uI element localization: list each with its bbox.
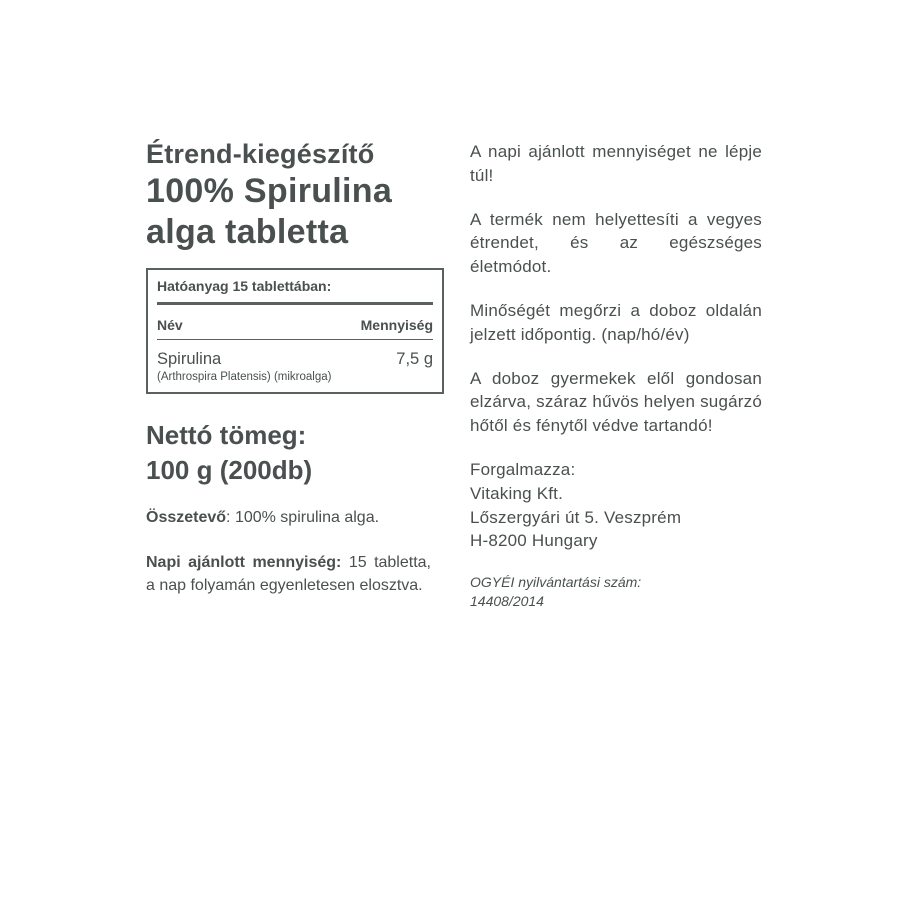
- title-line-1: Étrend-kiegészítő: [146, 139, 375, 169]
- net-weight: [146, 418, 446, 488]
- distributor-block: [470, 458, 762, 553]
- ingredient-detail: (Arthrospira Platensis) (mikroalga): [157, 370, 332, 383]
- composition-text: : 100% spirulina alga.: [226, 509, 380, 527]
- composition-paragraph: [146, 506, 431, 529]
- daily-dose-text: 15 tabletta, a nap folyamán egyenletesen elosztva.: [146, 554, 431, 595]
- net-weight-label: Nettó tömeg:: [146, 419, 307, 450]
- daily-dose-paragraph: [146, 551, 431, 597]
- ingredient-name: Spirulina: [157, 349, 222, 368]
- title-line-3: alga tabletta: [146, 213, 349, 252]
- active-ingredient-table: [146, 268, 444, 394]
- dosage-warning: A napi ajánlott mennyiséget ne lépje túl!: [470, 142, 762, 185]
- column-header-name: Név: [157, 316, 183, 333]
- table-row: [157, 340, 433, 383]
- distributor-city: H-8200 Hungary: [470, 531, 598, 551]
- table-heading: Hatóanyag 15 tablettában:: [157, 278, 433, 305]
- distributor-street: Lőszergyári út 5. Veszprém: [470, 507, 682, 527]
- net-weight-value: 100 g (200db): [146, 454, 313, 485]
- distributor-label: Forgalmazza:: [470, 459, 576, 479]
- title-line-2: 100% Spirulina: [146, 171, 393, 210]
- product-title: [146, 138, 446, 254]
- shelf-life-note: Minőségét megőrzi a doboz oldalán jelzett időpontig. (nap/hó/év): [470, 300, 762, 344]
- daily-dose-label: Napi ajánlott mennyiség:: [146, 554, 342, 572]
- composition-label: Összetevő: [146, 509, 227, 527]
- ingredient-amount: 7,5 g: [396, 349, 433, 368]
- registration-number-block: [470, 573, 762, 611]
- distributor-company: Vitaking Kft.: [470, 483, 564, 503]
- registration-label: OGYÉI nyilvántartási szám:: [470, 574, 642, 591]
- storage-instructions: A doboz gyermekek elől gondosan elzárva, száraz hűvös helyen sugárzó hőtől és fénytől védve tartandó!: [470, 368, 762, 436]
- diet-disclaimer: A termék nem helyettesíti a vegyes étrendet, és az egészséges életmódot.: [470, 209, 762, 277]
- left-column: [146, 138, 446, 598]
- column-header-amount: Mennyiség: [360, 316, 433, 333]
- right-column: [470, 140, 762, 611]
- ingredient-main-row: [157, 340, 433, 369]
- registration-number: 14408/2014: [470, 593, 544, 610]
- table-header-row: [157, 305, 433, 340]
